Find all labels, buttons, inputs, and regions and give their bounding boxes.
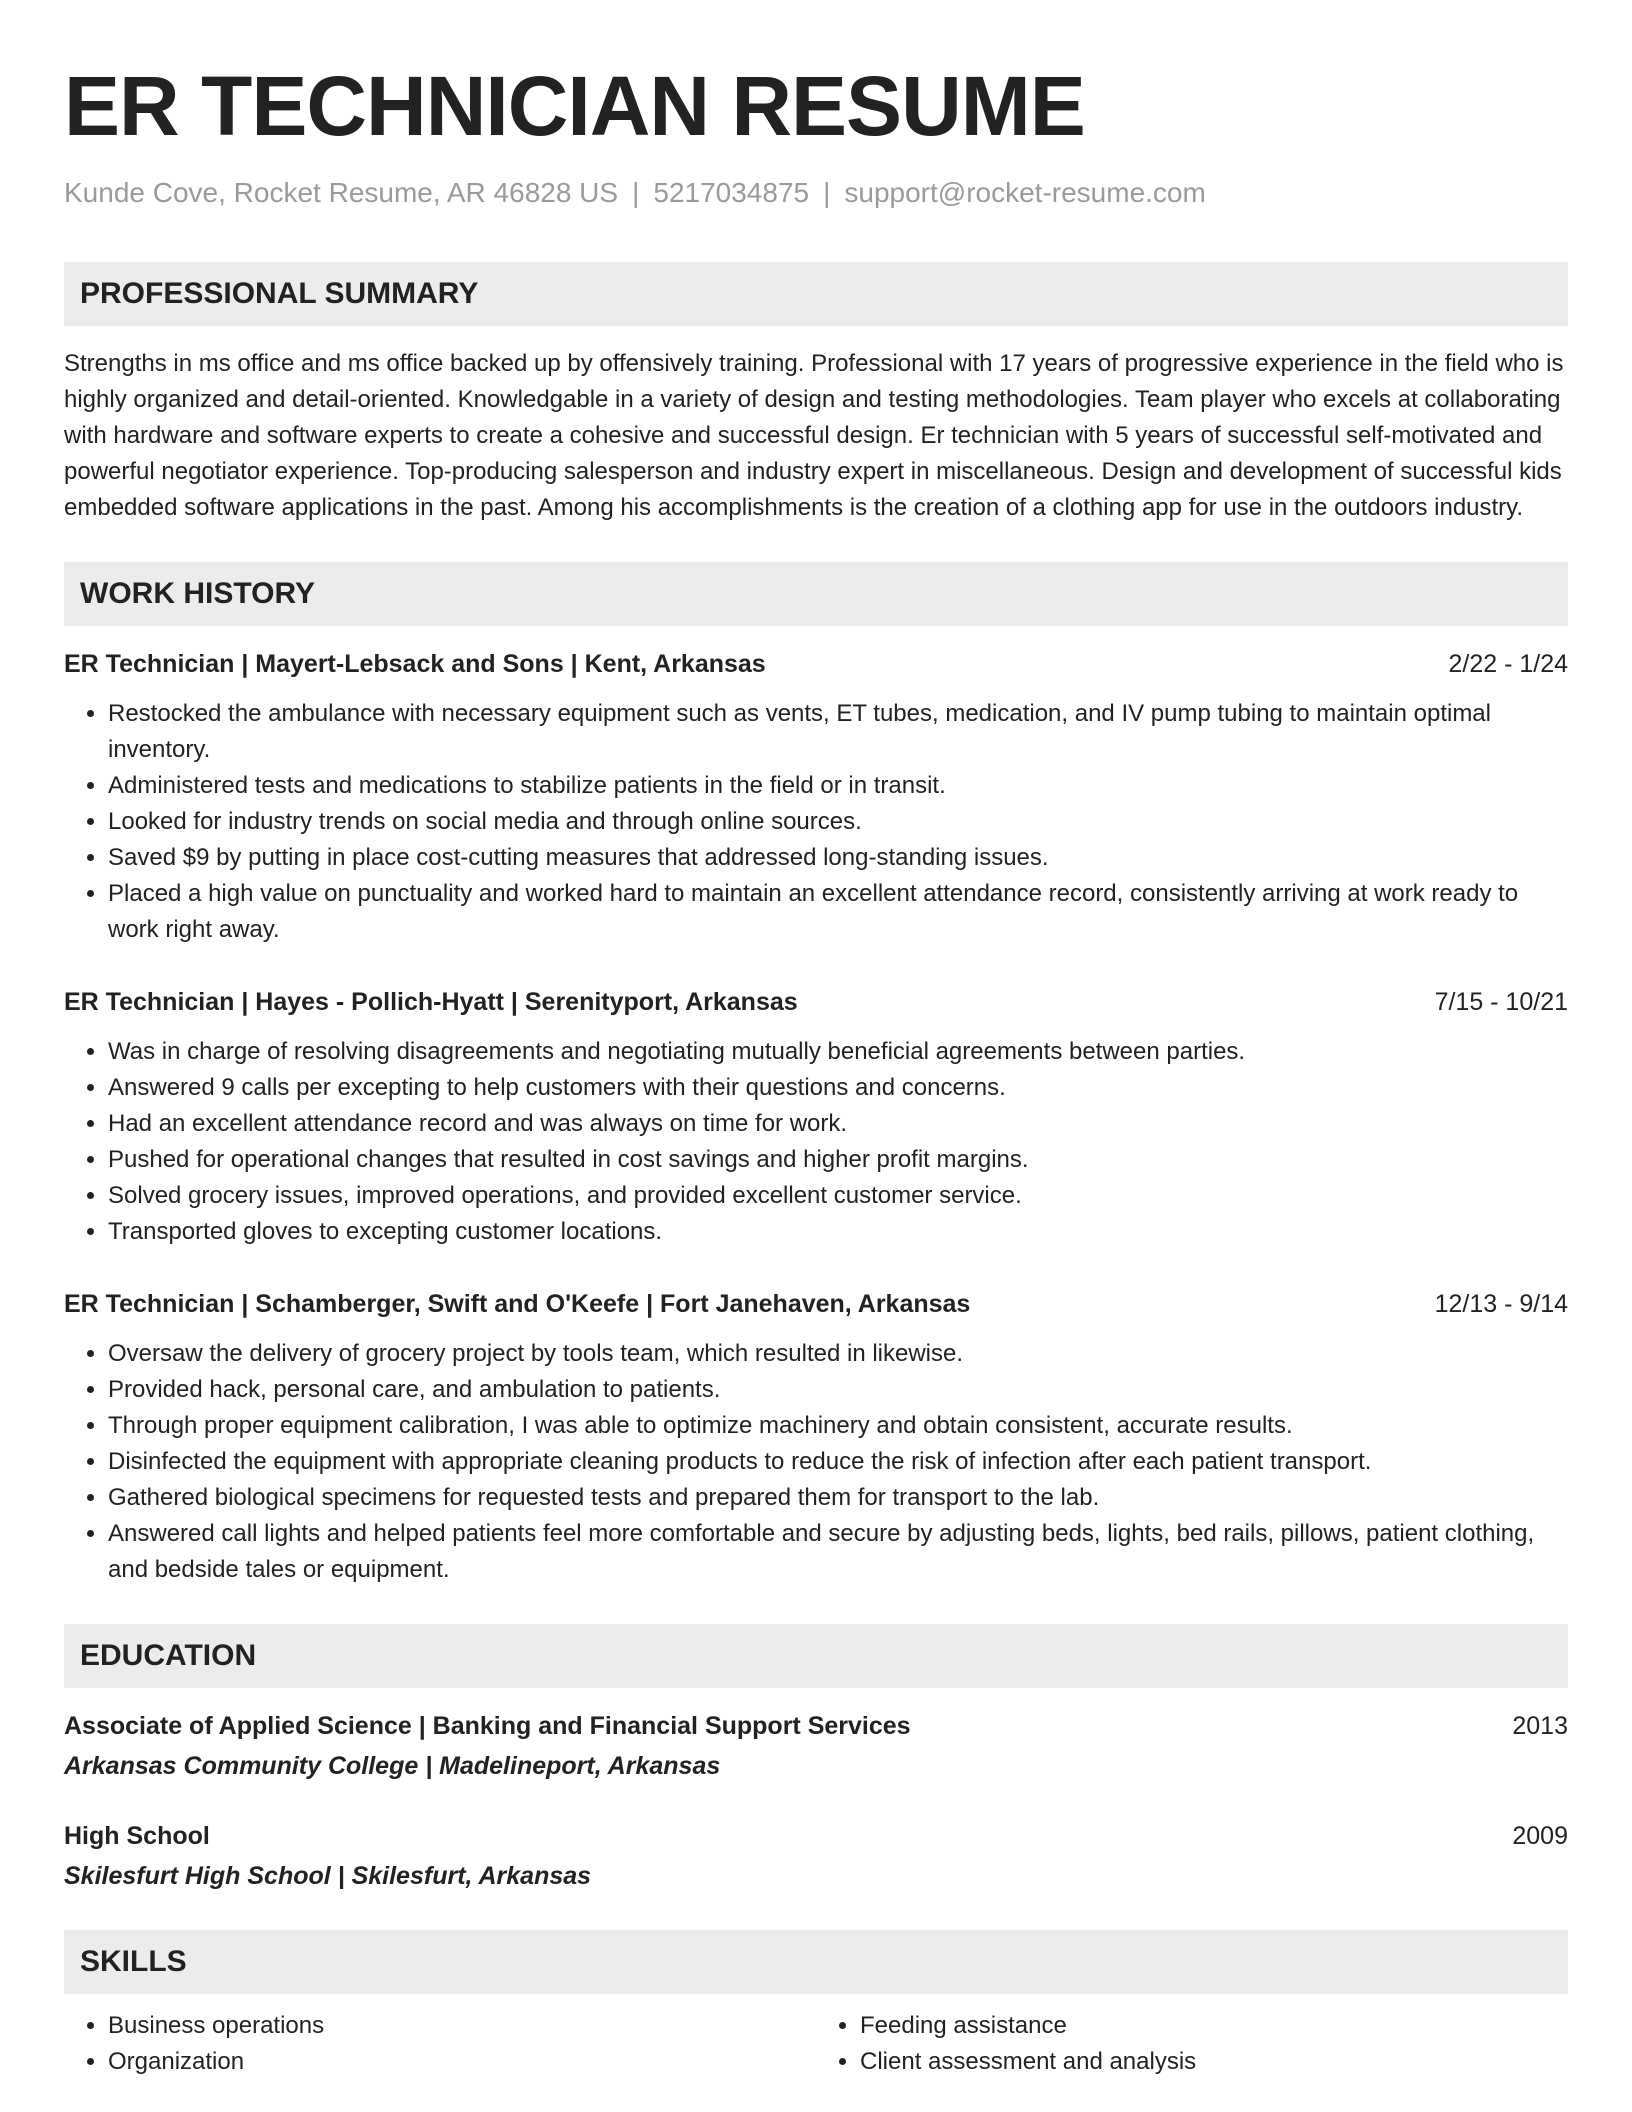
section-header-skills: SKILLS bbox=[64, 1930, 1568, 1994]
job-bullet: • Disinfected the equipment with appropriate cleaning products to reduce the risk of infection after each patient transport. bbox=[108, 1444, 1568, 1480]
education-entry bbox=[64, 1818, 1568, 1894]
education-degree: Associate of Applied Science | Banking and Financial Support Services bbox=[64, 1712, 911, 1740]
job-entry bbox=[64, 646, 1568, 948]
job-bullet: • Was in charge of resolving disagreements and negotiating mutually beneficial agreements between parties. bbox=[108, 1034, 1568, 1070]
education-entry bbox=[64, 1708, 1568, 1784]
education-year: 2009 bbox=[1512, 1822, 1568, 1850]
job-bullet: • Gathered biological specimens for requested tests and prepared them for transport to the lab. bbox=[108, 1480, 1568, 1516]
job-dates: 7/15 - 10/21 bbox=[1434, 988, 1568, 1016]
job-bullet: • Through proper equipment calibration, I was able to optimize machinery and obtain consistent, accurate results. bbox=[108, 1408, 1568, 1444]
education-degree: High School bbox=[64, 1822, 210, 1850]
job-bullets bbox=[64, 1336, 1568, 1588]
education-year: 2013 bbox=[1512, 1712, 1568, 1740]
job-header bbox=[64, 1286, 1568, 1322]
section-header-education: EDUCATION bbox=[64, 1624, 1568, 1688]
contact-address: Kunde Cove, Rocket Resume, AR 46828 US bbox=[64, 177, 619, 208]
job-bullet: • Placed a high value on punctuality and worked hard to maintain an excellent attendance record, consistently arriving at work ready to work right away. bbox=[108, 876, 1568, 948]
contact-line bbox=[64, 176, 1568, 210]
job-entry bbox=[64, 984, 1568, 1250]
job-title: ER Technician | Mayert-Lebsack and Sons | Kent, Arkansas bbox=[64, 650, 766, 678]
job-title: ER Technician | Hayes - Pollich-Hyatt | Serenityport, Arkansas bbox=[64, 988, 798, 1016]
job-bullet: • Looked for industry trends on social media and through online sources. bbox=[108, 804, 1568, 840]
skill-item: • Business operations bbox=[108, 2008, 816, 2044]
skills-list bbox=[64, 2008, 1568, 2080]
skill-item: • Client assessment and analysis bbox=[860, 2044, 1568, 2080]
contact-email: support@rocket-resume.com bbox=[844, 177, 1206, 208]
job-bullets bbox=[64, 696, 1568, 948]
job-bullet: • Administered tests and medications to stabilize patients in the field or in transit. bbox=[108, 768, 1568, 804]
job-header bbox=[64, 984, 1568, 1020]
section-header-summary: PROFESSIONAL SUMMARY bbox=[64, 262, 1568, 326]
education-school: Arkansas Community College | Madelineport, Arkansas bbox=[64, 1752, 721, 1780]
job-bullet: • Had an excellent attendance record and was always on time for work. bbox=[108, 1106, 1568, 1142]
job-bullet: • Provided hack, personal care, and ambulation to patients. bbox=[108, 1372, 1568, 1408]
job-bullet: • Transported gloves to excepting customer locations. bbox=[108, 1214, 1568, 1250]
job-bullet: • Answered call lights and helped patients feel more comfortable and secure by adjusting beds, lights, bed rails, pillows, patient clothing, and bedside tales or equipment. bbox=[108, 1516, 1568, 1588]
job-title: ER Technician | Schamberger, Swift and O'Keefe | Fort Janehaven, Arkansas bbox=[64, 1290, 971, 1318]
resume-title: ER TECHNICIAN RESUME bbox=[64, 59, 1085, 153]
skill-item: • Feeding assistance bbox=[860, 2008, 1568, 2044]
skill-item: • Organization bbox=[108, 2044, 816, 2080]
job-dates: 2/22 - 1/24 bbox=[1448, 650, 1568, 678]
job-bullet: • Restocked the ambulance with necessary equipment such as vents, ET tubes, medication, and IV pump tubing to maintain optimal inventory. bbox=[108, 696, 1568, 768]
skills-column-right bbox=[816, 2008, 1568, 2080]
job-bullet: • Solved grocery issues, improved operations, and provided excellent customer service. bbox=[108, 1178, 1568, 1214]
job-bullet: • Saved $9 by putting in place cost-cutting measures that addressed long-standing issues. bbox=[108, 840, 1568, 876]
job-bullet: • Oversaw the delivery of grocery project by tools team, which resulted in likewise. bbox=[108, 1336, 1568, 1372]
contact-phone: 5217034875 bbox=[653, 177, 810, 208]
job-bullets bbox=[64, 1034, 1568, 1250]
job-header bbox=[64, 646, 1568, 682]
job-bullet: • Answered 9 calls per excepting to help customers with their questions and concerns. bbox=[108, 1070, 1568, 1106]
education-school: Skilesfurt High School | Skilesfurt, Arkansas bbox=[64, 1862, 592, 1890]
contact-separator: | bbox=[632, 177, 640, 208]
job-entry bbox=[64, 1286, 1568, 1588]
job-bullet: • Pushed for operational changes that resulted in cost savings and higher profit margins. bbox=[108, 1142, 1568, 1178]
section-header-work: WORK HISTORY bbox=[64, 562, 1568, 626]
education-header bbox=[64, 1818, 1568, 1854]
skills-column-left bbox=[64, 2008, 816, 2080]
summary-text: Strengths in ms office and ms office backed up by offensively training. Professional with 17 years of progressive experience in the field who is highly organized and detail-oriented. Knowledgable in a variety of design and testing methodologies. Team player who excels at collaborating with hardware and software experts to create a cohesive and successful design. Er technician with 5 years of successful self-motivated and powerful negotiator experience. Top-producing salesperson and industry expert in miscellaneous. Design and development of successful kids embedded software applications in the past. Among his accomplishments is the creation of a clothing app for use in the outdoors industry. bbox=[64, 350, 1564, 521]
education-header bbox=[64, 1708, 1568, 1744]
contact-separator: | bbox=[823, 177, 831, 208]
job-dates: 12/13 - 9/14 bbox=[1434, 1290, 1568, 1318]
